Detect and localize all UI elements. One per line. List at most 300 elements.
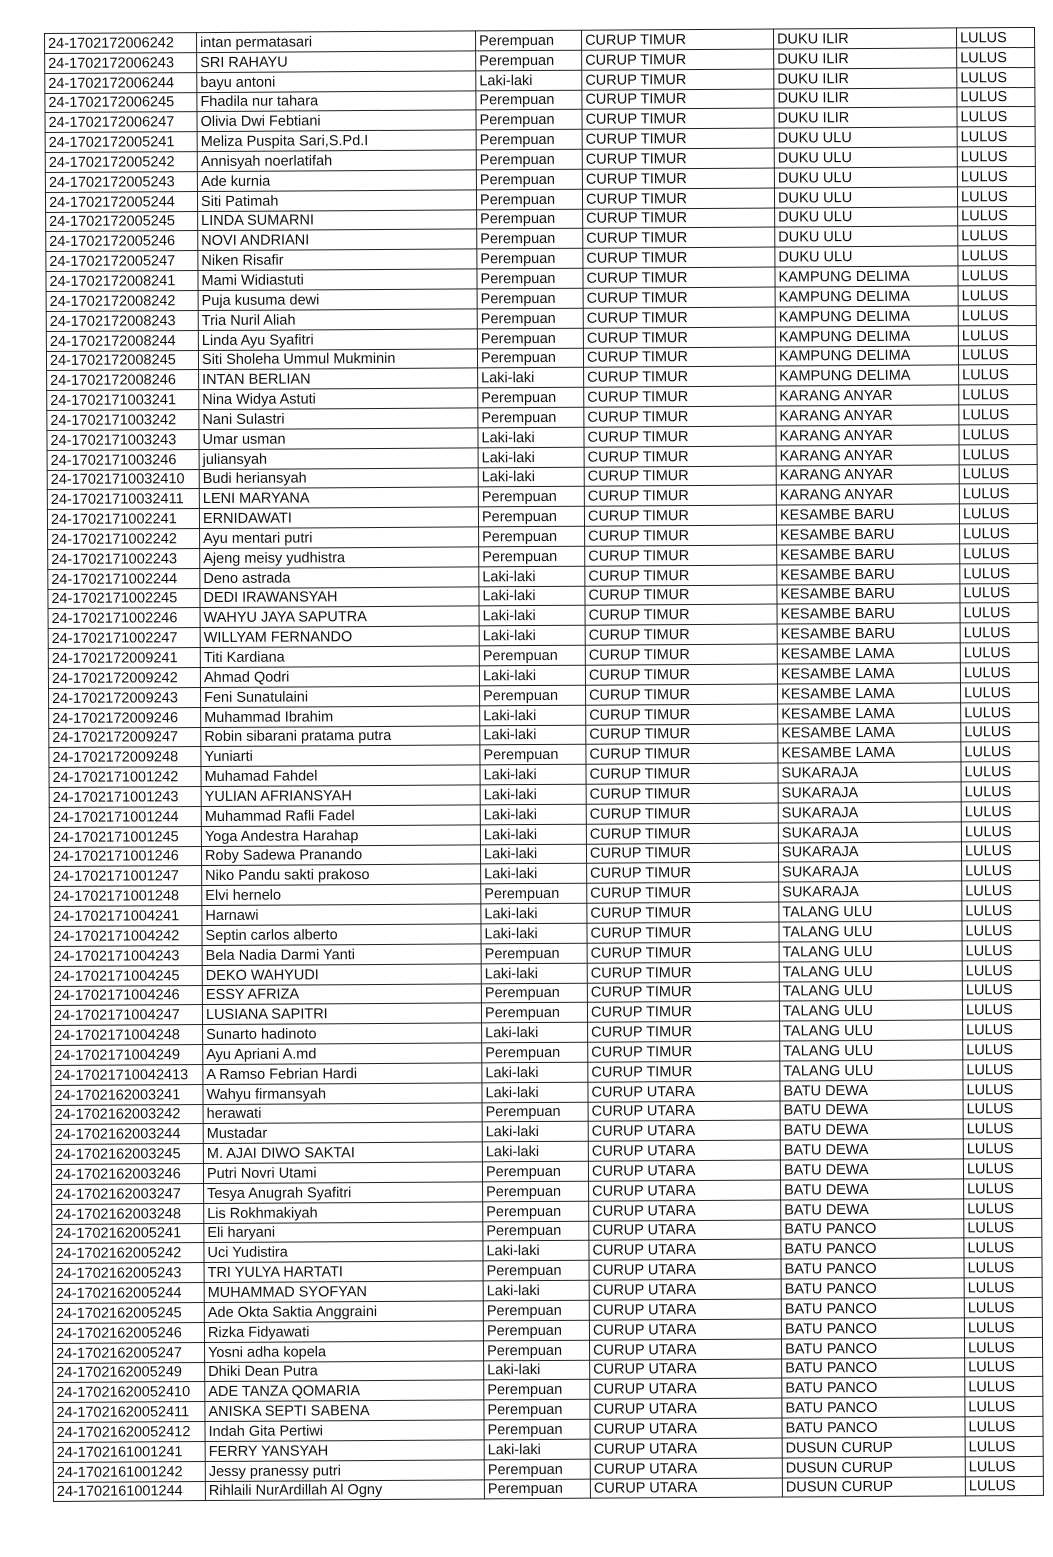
kelurahan-cell: BATU PANCO: [781, 1238, 964, 1259]
participant-id-cell: 24-1702162005246: [52, 1322, 204, 1343]
gender-cell: Laki-laki: [478, 427, 584, 447]
gender-cell: Perempuan: [477, 348, 583, 368]
gender-cell: Perempuan: [482, 1042, 588, 1062]
status-cell: LULUS: [960, 563, 1038, 583]
status-cell: LULUS: [958, 345, 1036, 365]
gender-cell: Laki-laki: [482, 1082, 588, 1102]
status-cell: LULUS: [961, 702, 1039, 722]
kecamatan-cell: CURUP UTARA: [588, 1120, 780, 1141]
participant-name-cell: Sunarto hadinoto: [203, 1023, 482, 1045]
status-cell: LULUS: [961, 722, 1039, 742]
participant-id-cell: 24-1702172009242: [48, 668, 200, 689]
participant-name-cell: FERRY YANSYAH: [205, 1440, 484, 1462]
kelurahan-cell: BATU PANCO: [781, 1338, 964, 1359]
status-cell: LULUS: [959, 385, 1037, 405]
participant-name-cell: Septin carlos alberto: [202, 924, 481, 946]
kelurahan-cell: DUKU ULU: [774, 147, 957, 168]
participant-id-cell: 24-1702171002245: [48, 588, 200, 609]
participant-id-cell: 24-1702172009247: [49, 727, 201, 748]
kecamatan-cell: CURUP TIMUR: [584, 466, 776, 487]
participant-id-cell: 24-1702171001244: [49, 806, 201, 827]
gender-cell: Perempuan: [479, 526, 585, 546]
kelurahan-cell: KESAMBE BARU: [776, 504, 959, 525]
participant-name-cell: Putri Novri Utami: [203, 1162, 482, 1184]
kecamatan-cell: CURUP TIMUR: [588, 1041, 780, 1062]
participant-name-cell: Lis Rokhmakiyah: [204, 1202, 483, 1224]
kecamatan-cell: CURUP TIMUR: [584, 386, 776, 407]
participant-name-cell: Mustadar: [203, 1122, 482, 1144]
status-cell: LULUS: [962, 960, 1040, 980]
participant-name-cell: A Ramso Febrian Hardi: [203, 1063, 482, 1085]
results-table-body: [45, 27, 1044, 1501]
kelurahan-cell: DUKU ILIR: [774, 87, 957, 108]
kelurahan-cell: KARANG ANYAR: [776, 464, 959, 485]
kelurahan-cell: DUKU ILIR: [774, 68, 957, 89]
kelurahan-cell: DUKU ULU: [774, 187, 957, 208]
participant-name-cell: Ahmad Qodri: [200, 666, 479, 688]
participant-name-cell: TRI YULYA HARTATI: [204, 1261, 483, 1283]
kelurahan-cell: DUSUN CURUP: [782, 1476, 965, 1497]
kecamatan-cell: CURUP UTARA: [590, 1458, 782, 1479]
participant-id-cell: 24-1702172005246: [46, 231, 198, 252]
gender-cell: Laki-laki: [480, 764, 586, 784]
participant-id-cell: 24-17021620052412: [53, 1422, 205, 1443]
status-cell: LULUS: [957, 147, 1035, 167]
participant-name-cell: Deno astrada: [200, 567, 479, 589]
kecamatan-cell: CURUP UTARA: [589, 1180, 781, 1201]
gender-cell: Laki-laki: [479, 606, 585, 626]
kecamatan-cell: CURUP UTARA: [589, 1259, 781, 1280]
gender-cell: Perempuan: [484, 1479, 590, 1499]
participant-name-cell: Eli haryani: [204, 1221, 483, 1243]
gender-cell: Perempuan: [476, 189, 582, 209]
gender-cell: Laki-laki: [481, 864, 587, 884]
kelurahan-cell: TALANG ULU: [779, 901, 962, 922]
participant-id-cell: 24-1702171001248: [50, 886, 202, 907]
gender-cell: Perempuan: [479, 546, 585, 566]
gender-cell: Perempuan: [479, 685, 585, 705]
participant-name-cell: juliansyah: [199, 448, 478, 470]
participant-name-cell: Uci Yudistira: [204, 1241, 483, 1263]
participant-name-cell: Muhammad Ibrahim: [201, 706, 480, 728]
kecamatan-cell: CURUP TIMUR: [585, 605, 777, 626]
kelurahan-cell: TALANG ULU: [779, 1000, 962, 1021]
kelurahan-cell: KARANG ANYAR: [776, 484, 959, 505]
status-cell: LULUS: [961, 841, 1039, 861]
status-cell: LULUS: [959, 504, 1037, 524]
kecamatan-cell: CURUP UTARA: [588, 1160, 780, 1181]
kecamatan-cell: CURUP TIMUR: [587, 922, 779, 943]
kecamatan-cell: CURUP TIMUR: [583, 208, 775, 229]
kelurahan-cell: DUSUN CURUP: [782, 1457, 965, 1478]
kecamatan-cell: CURUP TIMUR: [586, 704, 778, 725]
kecamatan-cell: CURUP TIMUR: [584, 406, 776, 427]
gender-cell: Laki-laki: [480, 784, 586, 804]
kecamatan-cell: CURUP UTARA: [590, 1418, 782, 1439]
participant-name-cell: SRI RAHAYU: [197, 51, 476, 73]
participant-id-cell: 24-1702171003246: [47, 449, 199, 470]
kelurahan-cell: SUKARAJA: [779, 881, 962, 902]
status-cell: LULUS: [962, 881, 1040, 901]
kelurahan-cell: KESAMBE LAMA: [777, 643, 960, 664]
kelurahan-cell: SUKARAJA: [778, 762, 961, 783]
kelurahan-cell: BATU DEWA: [781, 1199, 964, 1220]
gender-cell: Perempuan: [483, 1221, 589, 1241]
participant-id-cell: 24-1702171004248: [51, 1025, 203, 1046]
status-cell: LULUS: [957, 186, 1035, 206]
status-cell: LULUS: [960, 583, 1038, 603]
gender-cell: Laki-laki: [480, 705, 586, 725]
participant-name-cell: Rihlaili NurArdillah Al Ogny: [205, 1479, 484, 1501]
status-cell: LULUS: [961, 821, 1039, 841]
kelurahan-cell: KAMPUNG DELIMA: [775, 286, 958, 307]
kecamatan-cell: CURUP TIMUR: [582, 108, 774, 129]
kelurahan-cell: KESAMBE LAMA: [778, 742, 961, 763]
participant-id-cell: 24-1702171004241: [50, 906, 202, 927]
status-cell: LULUS: [963, 1099, 1041, 1119]
kelurahan-cell: TALANG ULU: [780, 1020, 963, 1041]
kecamatan-cell: CURUP TIMUR: [585, 624, 777, 645]
kecamatan-cell: CURUP UTARA: [588, 1140, 780, 1161]
status-cell: LULUS: [962, 940, 1040, 960]
participant-name-cell: LINDA SUMARNI: [198, 209, 477, 231]
status-cell: LULUS: [961, 801, 1039, 821]
kelurahan-cell: DUKU ULU: [774, 167, 957, 188]
participant-id-cell: 24-1702171001245: [49, 826, 201, 847]
kelurahan-cell: TALANG ULU: [779, 980, 962, 1001]
gender-cell: Laki-laki: [483, 1241, 589, 1261]
participant-name-cell: Indah Gita Pertiwi: [205, 1420, 484, 1442]
participant-id-cell: 24-1702172009246: [49, 707, 201, 728]
kelurahan-cell: BATU PANCO: [781, 1219, 964, 1240]
participant-id-cell: 24-1702162003246: [51, 1164, 203, 1185]
participant-id-cell: 24-1702172008245: [46, 350, 198, 371]
status-cell: LULUS: [962, 920, 1040, 940]
document-page: [44, 27, 1043, 1502]
kecamatan-cell: CURUP UTARA: [589, 1339, 781, 1360]
kecamatan-cell: CURUP TIMUR: [585, 545, 777, 566]
kelurahan-cell: KARANG ANYAR: [776, 445, 959, 466]
participant-name-cell: Tria Nuril Aliah: [198, 309, 477, 331]
participant-id-cell: 24-1702171002241: [47, 509, 199, 530]
gender-cell: Perempuan: [477, 229, 583, 249]
gender-cell: Laki-laki: [479, 586, 585, 606]
participant-id-cell: 24-1702171002244: [48, 568, 200, 589]
gender-cell: Laki-laki: [481, 963, 587, 983]
kecamatan-cell: CURUP TIMUR: [585, 585, 777, 606]
participant-id-cell: 24-1702171003241: [47, 390, 199, 411]
participant-id-cell: 24-1702162005245: [52, 1303, 204, 1324]
status-cell: LULUS: [965, 1456, 1043, 1476]
status-cell: LULUS: [964, 1258, 1042, 1278]
kelurahan-cell: BATU PANCO: [782, 1377, 965, 1398]
kecamatan-cell: CURUP TIMUR: [582, 128, 774, 149]
status-cell: LULUS: [959, 484, 1037, 504]
kecamatan-cell: CURUP TIMUR: [584, 426, 776, 447]
gender-cell: Perempuan: [483, 1300, 589, 1320]
gender-cell: Perempuan: [483, 1261, 589, 1281]
participant-id-cell: 24-1702171004249: [51, 1045, 203, 1066]
status-cell: LULUS: [963, 1079, 1041, 1099]
status-cell: LULUS: [962, 980, 1040, 1000]
participant-id-cell: 24-17021710032410: [47, 469, 199, 490]
participant-name-cell: Yoga Andestra Harahap: [201, 825, 480, 847]
kelurahan-cell: KESAMBE BARU: [777, 564, 960, 585]
participant-name-cell: Wahyu firmansyah: [203, 1083, 482, 1105]
participant-id-cell: 24-1702172009241: [48, 648, 200, 669]
participant-name-cell: Nina Widya Astuti: [199, 388, 478, 410]
participant-id-cell: 24-1702172005243: [45, 171, 197, 192]
participant-name-cell: Yosni adha kopela: [205, 1341, 484, 1363]
participant-name-cell: WAHYU JAYA SAPUTRA: [200, 606, 479, 628]
status-cell: LULUS: [963, 1159, 1041, 1179]
status-cell: LULUS: [960, 603, 1038, 623]
kecamatan-cell: CURUP TIMUR: [586, 843, 778, 864]
gender-cell: Perempuan: [477, 209, 583, 229]
status-cell: LULUS: [965, 1416, 1043, 1436]
status-cell: LULUS: [957, 47, 1035, 67]
status-cell: LULUS: [963, 1039, 1041, 1059]
kelurahan-cell: KESAMBE LAMA: [778, 722, 961, 743]
status-cell: LULUS: [964, 1337, 1042, 1357]
kecamatan-cell: CURUP TIMUR: [585, 525, 777, 546]
status-cell: LULUS: [958, 285, 1036, 305]
participant-name-cell: Harnawi: [202, 904, 481, 926]
status-cell: LULUS: [964, 1317, 1042, 1337]
kecamatan-cell: CURUP UTARA: [589, 1319, 781, 1340]
kelurahan-cell: KARANG ANYAR: [776, 405, 959, 426]
kecamatan-cell: CURUP TIMUR: [583, 267, 775, 288]
kelurahan-cell: BATU PANCO: [781, 1278, 964, 1299]
status-cell: LULUS: [959, 424, 1037, 444]
gender-cell: Laki-laki: [483, 1280, 589, 1300]
participant-id-cell: 24-1702161001241: [53, 1441, 205, 1462]
participant-name-cell: M. AJAI DIWO SAKTAI: [203, 1142, 482, 1164]
participant-name-cell: Niko Pandu sakti prakoso: [202, 864, 481, 886]
participant-name-cell: DEDI IRAWANSYAH: [200, 586, 479, 608]
kelurahan-cell: KAMPUNG DELIMA: [776, 365, 959, 386]
kelurahan-cell: TALANG ULU: [780, 1040, 963, 1061]
participant-name-cell: Dhiki Dean Putra: [205, 1360, 484, 1382]
kelurahan-cell: KESAMBE LAMA: [777, 663, 960, 684]
status-cell: LULUS: [960, 543, 1038, 563]
kelurahan-cell: KARANG ANYAR: [776, 425, 959, 446]
participant-id-cell: 24-17021620052410: [53, 1382, 205, 1403]
participant-name-cell: Titi Kardiana: [200, 646, 479, 668]
kelurahan-cell: KESAMBE BARU: [777, 623, 960, 644]
gender-cell: Perempuan: [476, 149, 582, 169]
gender-cell: Laki-laki: [482, 1141, 588, 1161]
gender-cell: Perempuan: [484, 1380, 590, 1400]
status-cell: LULUS: [957, 87, 1035, 107]
participant-name-cell: Tesya Anugrah Syafitri: [204, 1182, 483, 1204]
participant-name-cell: Fhadila nur tahara: [197, 90, 476, 112]
gender-cell: Perempuan: [475, 30, 581, 50]
kelurahan-cell: BATU PANCO: [782, 1397, 965, 1418]
kelurahan-cell: SUKARAJA: [778, 782, 961, 803]
kelurahan-cell: BATU PANCO: [782, 1357, 965, 1378]
participant-id-cell: 24-1702162005247: [53, 1342, 205, 1363]
participant-name-cell: Siti Patimah: [197, 190, 476, 212]
gender-cell: Perempuan: [484, 1419, 590, 1439]
status-cell: LULUS: [963, 1119, 1041, 1139]
status-cell: LULUS: [964, 1238, 1042, 1258]
kelurahan-cell: BATU DEWA: [781, 1179, 964, 1200]
kecamatan-cell: CURUP UTARA: [590, 1378, 782, 1399]
gender-cell: Laki-laki: [479, 665, 585, 685]
participant-id-cell: 24-1702172005241: [45, 132, 197, 153]
status-cell: LULUS: [959, 404, 1037, 424]
participant-name-cell: Ade kurnia: [197, 170, 476, 192]
gender-cell: Perempuan: [478, 407, 584, 427]
status-cell: LULUS: [965, 1357, 1043, 1377]
status-cell: LULUS: [960, 643, 1038, 663]
kelurahan-cell: TALANG ULU: [779, 921, 962, 942]
status-cell: LULUS: [957, 67, 1035, 87]
status-cell: LULUS: [964, 1297, 1042, 1317]
kelurahan-cell: DUKU ILIR: [774, 48, 957, 69]
status-cell: LULUS: [961, 742, 1039, 762]
participant-name-cell: Siti Sholeha Ummul Mukminin: [198, 348, 477, 370]
participant-name-cell: Robin sibarani pratama putra: [201, 725, 480, 747]
kecamatan-cell: CURUP TIMUR: [586, 783, 778, 804]
participant-name-cell: Nani Sulastri: [199, 408, 478, 430]
participant-id-cell: 24-1702171001243: [49, 787, 201, 808]
gender-cell: Perempuan: [476, 129, 582, 149]
status-cell: LULUS: [964, 1278, 1042, 1298]
gender-cell: Perempuan: [476, 110, 582, 130]
gender-cell: Perempuan: [477, 248, 583, 268]
status-cell: LULUS: [958, 305, 1036, 325]
participant-name-cell: bayu antoni: [197, 71, 476, 93]
kelurahan-cell: SUKARAJA: [778, 822, 961, 843]
participant-name-cell: Olivia Dwi Febtiani: [197, 110, 476, 132]
kecamatan-cell: CURUP TIMUR: [587, 902, 779, 923]
kelurahan-cell: BATU DEWA: [780, 1099, 963, 1120]
participant-id-cell: 24-1702162005249: [53, 1362, 205, 1383]
kelurahan-cell: DUKU ILIR: [774, 107, 957, 128]
participant-id-cell: 24-1702171004243: [50, 945, 202, 966]
kecamatan-cell: CURUP TIMUR: [584, 446, 776, 467]
participant-name-cell: NOVI ANDRIANI: [198, 229, 477, 251]
kelurahan-cell: KAMPUNG DELIMA: [775, 266, 958, 287]
participant-name-cell: Annisyah noerlatifah: [197, 150, 476, 172]
kelurahan-cell: KAMPUNG DELIMA: [775, 306, 958, 327]
kecamatan-cell: CURUP TIMUR: [582, 49, 774, 70]
participant-id-cell: 24-1702162003247: [52, 1183, 204, 1204]
gender-cell: Perempuan: [481, 1003, 587, 1023]
kelurahan-cell: BATU PANCO: [781, 1318, 964, 1339]
kelurahan-cell: BATU DEWA: [780, 1080, 963, 1101]
kecamatan-cell: CURUP UTARA: [590, 1398, 782, 1419]
gender-cell: Perempuan: [477, 288, 583, 308]
kelurahan-cell: BATU DEWA: [780, 1159, 963, 1180]
kelurahan-cell: TALANG ULU: [780, 1060, 963, 1081]
status-cell: LULUS: [958, 246, 1036, 266]
participant-id-cell: 24-1702171002242: [48, 529, 200, 550]
kecamatan-cell: CURUP UTARA: [589, 1200, 781, 1221]
status-cell: LULUS: [963, 1139, 1041, 1159]
gender-cell: Perempuan: [478, 387, 584, 407]
kecamatan-cell: CURUP TIMUR: [582, 148, 774, 169]
gender-cell: Perempuan: [483, 1201, 589, 1221]
gender-cell: Perempuan: [476, 50, 582, 70]
kecamatan-cell: CURUP TIMUR: [583, 247, 775, 268]
participant-name-cell: ESSY AFRIZA: [202, 983, 481, 1005]
kecamatan-cell: CURUP UTARA: [589, 1279, 781, 1300]
status-cell: LULUS: [958, 266, 1036, 286]
kecamatan-cell: CURUP TIMUR: [585, 565, 777, 586]
participant-id-cell: 24-1702171003242: [47, 410, 199, 431]
status-cell: LULUS: [962, 901, 1040, 921]
gender-cell: Perempuan: [484, 1459, 590, 1479]
gender-cell: Perempuan: [483, 1181, 589, 1201]
participant-id-cell: 24-1702171004246: [50, 985, 202, 1006]
kecamatan-cell: CURUP TIMUR: [587, 942, 779, 963]
status-cell: LULUS: [963, 1059, 1041, 1079]
kelurahan-cell: KESAMBE BARU: [777, 544, 960, 565]
kecamatan-cell: CURUP TIMUR: [583, 227, 775, 248]
participant-id-cell: 24-1702171001246: [49, 846, 201, 867]
participant-id-cell: 24-1702172006243: [45, 52, 197, 73]
participant-id-cell: 24-1702172009248: [49, 747, 201, 768]
participant-name-cell: Bela Nadia Darmi Yanti: [202, 944, 481, 966]
gender-cell: Laki-laki: [478, 447, 584, 467]
gender-cell: Perempuan: [482, 1102, 588, 1122]
gender-cell: Perempuan: [476, 90, 582, 110]
participant-id-cell: 24-1702172006247: [45, 112, 197, 133]
kecamatan-cell: CURUP UTARA: [588, 1101, 780, 1122]
kecamatan-cell: CURUP TIMUR: [581, 29, 773, 50]
kecamatan-cell: CURUP UTARA: [588, 1081, 780, 1102]
status-cell: LULUS: [965, 1476, 1043, 1496]
kecamatan-cell: CURUP UTARA: [589, 1299, 781, 1320]
gender-cell: Laki-laki: [476, 70, 582, 90]
gender-cell: Laki-laki: [478, 368, 584, 388]
participant-name-cell: Ayu mentari putri: [200, 527, 479, 549]
status-cell: LULUS: [959, 464, 1037, 484]
kecamatan-cell: CURUP TIMUR: [584, 366, 776, 387]
participant-id-cell: 24-1702172006244: [45, 72, 197, 93]
gender-cell: Perempuan: [483, 1340, 589, 1360]
kecamatan-cell: CURUP TIMUR: [585, 644, 777, 665]
kelurahan-cell: DUKU ILIR: [773, 28, 956, 49]
participant-name-cell: Meliza Puspita Sari,S.Pd.I: [197, 130, 476, 152]
gender-cell: Perempuan: [477, 328, 583, 348]
kecamatan-cell: CURUP TIMUR: [582, 168, 774, 189]
participant-name-cell: Yuniarti: [201, 745, 480, 767]
kelurahan-cell: TALANG ULU: [779, 961, 962, 982]
participant-id-cell: 24-1702172009243: [49, 687, 201, 708]
status-cell: LULUS: [964, 1198, 1042, 1218]
participant-name-cell: YULIAN AFRIANSYAH: [201, 785, 480, 807]
participant-name-cell: Roby Sadewa Pranando: [201, 844, 480, 866]
kelurahan-cell: KESAMBE BARU: [777, 584, 960, 605]
participant-name-cell: Puja kusuma dewi: [198, 289, 477, 311]
participant-name-cell: intan permatasari: [197, 31, 476, 53]
kecamatan-cell: CURUP TIMUR: [588, 1061, 780, 1082]
participant-id-cell: 24-1702171003243: [47, 429, 199, 450]
gender-cell: Laki-laki: [481, 903, 587, 923]
participant-name-cell: DEKO WAHYUDI: [202, 964, 481, 986]
gender-cell: Perempuan: [477, 268, 583, 288]
kecamatan-cell: CURUP TIMUR: [583, 347, 775, 368]
participant-name-cell: Niken Risafir: [198, 249, 477, 271]
participant-id-cell: 24-1702162005243: [52, 1263, 204, 1284]
kecamatan-cell: CURUP TIMUR: [587, 962, 779, 983]
participant-id-cell: 24-1702171001242: [49, 767, 201, 788]
participant-name-cell: Feni Sunatulaini: [201, 686, 480, 708]
